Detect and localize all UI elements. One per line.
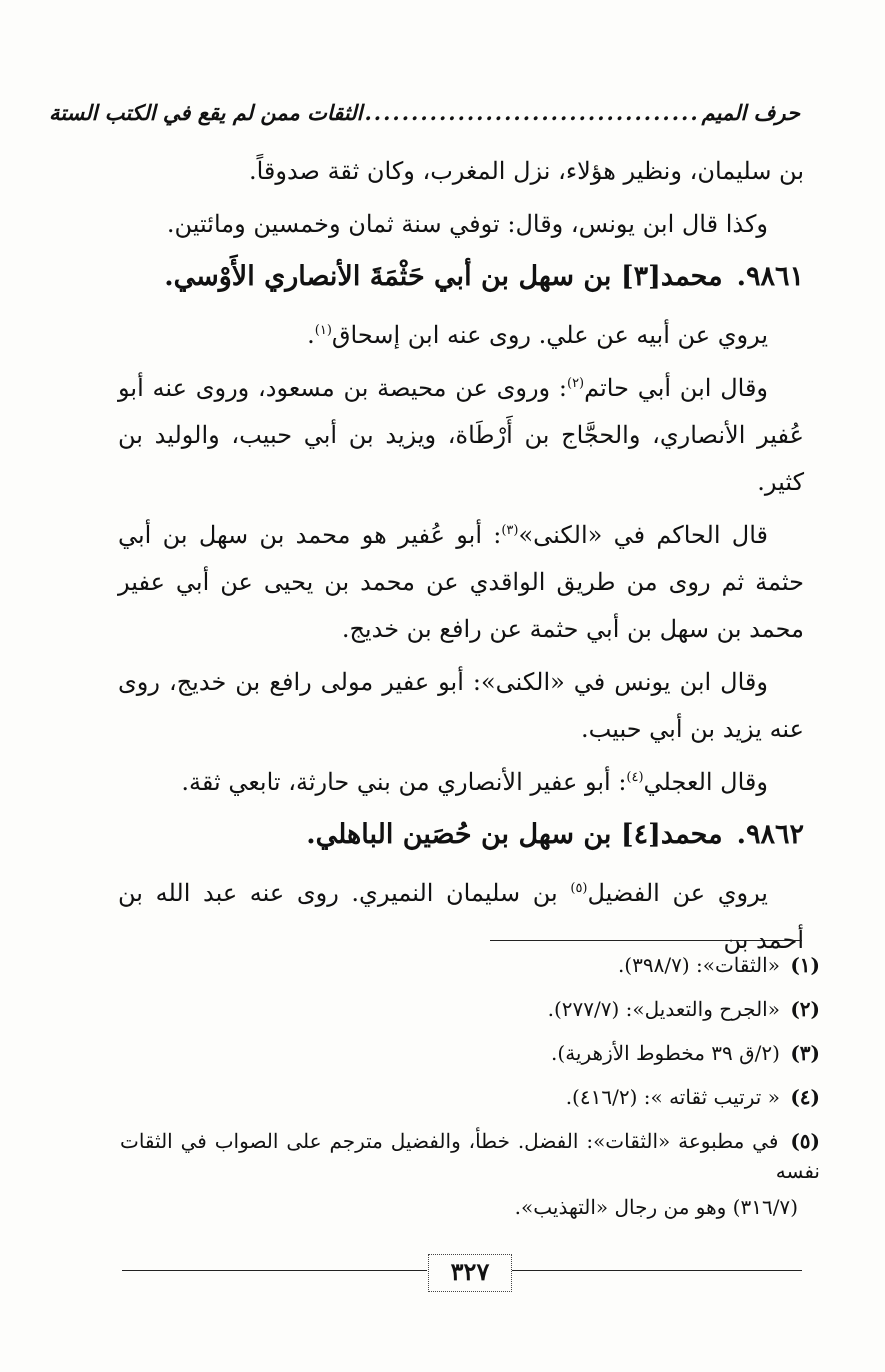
header-book-title: الثقات ممن لم يقع في الكتب الستة [48,100,363,125]
paragraph-text: : أبو عفير الأنصاري من بني حارثة، تابعي ثقة. [181,768,627,797]
entry-heading [118,812,804,858]
paragraph-text: : أبو عُفير هو محمد بن سهل بن أبي حثمة ثم روى من طريق الواقدي عن محمد بن يحيى عن أبي عفير محمد بن سهل بن أبي حثمة عن رافع بن خديج. [118,521,804,644]
footnote-number: (٥) [790,1129,820,1153]
paragraph-text: يروي عن أبيه عن علي. روى عنه ابن إسحاق [331,320,768,349]
footnote-number: (٤) [790,1085,820,1109]
footnotes [120,950,820,1236]
footnote-number: (١) [790,953,820,977]
footnote [120,1038,820,1068]
running-header [48,100,800,125]
bottom-rule [512,1270,802,1271]
entry-name: محمد[٤] بن سهل بن حُصَين الباهلي. [306,819,723,851]
paragraph: وكذا قال ابن يونس، وقال: توفي سنة ثمان وخمسين ومائتين. [166,210,768,239]
footnote [120,1126,820,1186]
footnote-text: «الثقات»: (٣٩٨/٧). [617,953,780,977]
footnote-text: «الجرح والتعديل»: (٢٧٧/٧). [547,997,780,1021]
paragraph [118,512,804,653]
paragraph-text: : وروى عن محيصة بن مسعود، وروى عنه أبو عُفير الأنصاري، والحجَّاج بن أَرْطَاة، ويزيد بن أبي حبيب، والوليد بن كثير. [118,373,804,497]
footnote-text: (٢/ق ٣٩ مخطوط الأزهرية). [551,1041,780,1065]
paragraph: بن سليمان، ونظير هؤلاء، نزل المغرب، وكان ثقة صدوقاً. [248,157,804,185]
footnote-continuation: (٣١٦/٧) وهو من رجال «التهذيب». [514,1195,798,1219]
paragraph-text: بن سليمان النميري. روى عنه عبد الله بن أحمد بن [118,879,804,955]
paragraph [118,759,804,806]
footnote-ref: (٤) [626,770,644,786]
entry-number: ٩٨٦٢. [736,819,804,851]
paragraph [118,365,804,506]
footnote-number: (٢) [790,997,820,1021]
footnote-ref: (٢) [566,375,585,391]
entry-number: ٩٨٦١. [736,261,804,293]
footnote-number: (٣) [790,1041,820,1065]
footnote-text: « ترتيب ثقاته »: (٤١٦/٢). [565,1085,780,1109]
main-text [118,148,804,970]
paragraph-lead: وقال العجلي [643,768,768,797]
paragraph [118,312,804,359]
paragraph-lead: يروي عن الفضيل [587,879,768,908]
footnote [120,994,820,1024]
header-dots: .................................... [364,100,700,125]
header-chapter: حرف الميم [701,100,800,125]
page-number: ٣٢٧ [428,1254,512,1292]
footnote-separator [490,940,802,941]
footnote-ref: (١) [314,322,332,338]
paragraph-lead: قال الحاكم في «الكنى» [518,521,768,550]
paragraph-end: . [307,320,315,349]
footnote [120,1082,820,1112]
footnote-ref: (٥) [570,881,588,897]
paragraph-lead: وقال ابن أبي حاتم [584,373,769,402]
paragraph: وقال ابن يونس في «الكنى»: أبو عفير مولى رافع بن خديج، روى عنه يزيد بن أبي حبيب. [118,668,804,744]
footnote-ref: (٣) [501,523,519,539]
entry-heading [118,254,804,300]
footnote [120,950,820,980]
entry-name: محمد[٣] بن سهل بن أبي حَثْمَةَ الأنصاري الأَوْسي. [164,261,723,293]
bottom-rule [122,1270,427,1271]
footnote-text: في مطبوعة «الثقات»: الفضل. خطأ، والفضيل مترجم على الصواب في الثقات نفسه [120,1129,820,1183]
